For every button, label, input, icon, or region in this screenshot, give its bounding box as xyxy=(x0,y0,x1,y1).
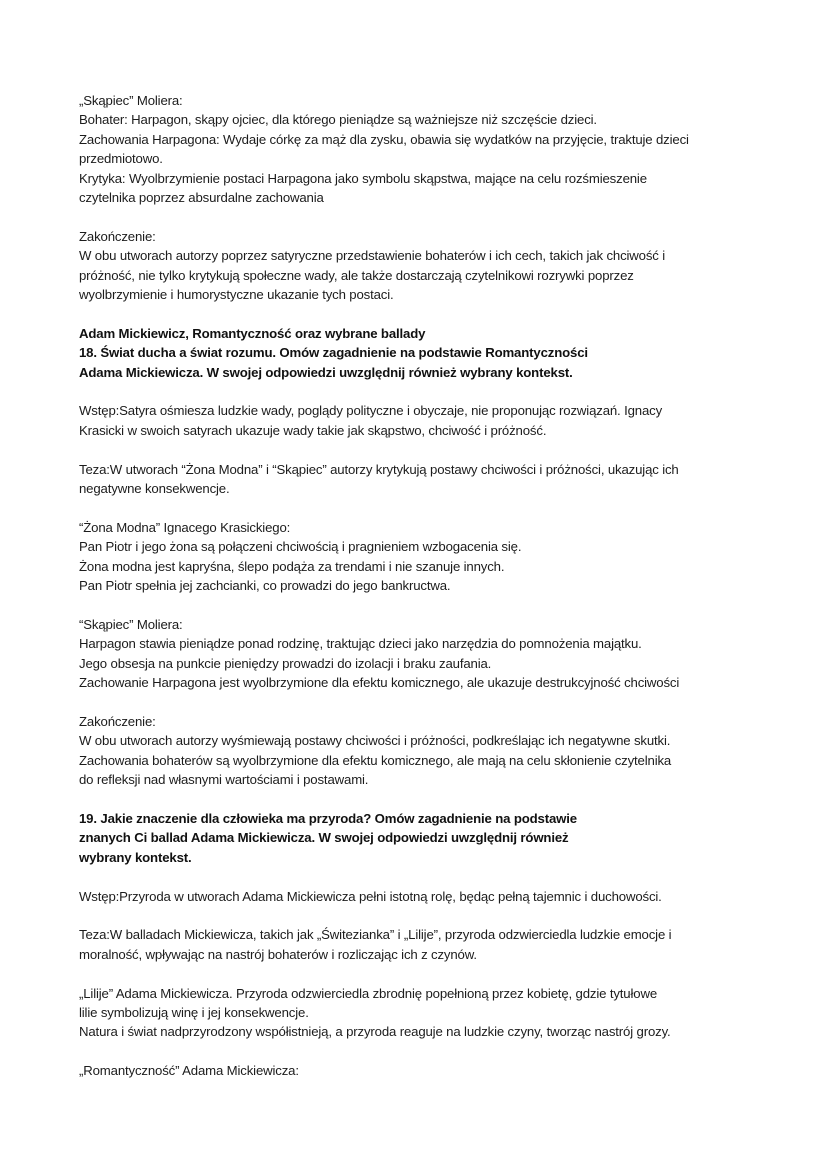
text-line: Bohater: Harpagon, skąpy ojciec, dla którego pieniądze są ważniejsze niż szczęście dzieci. xyxy=(79,112,597,128)
skapiec-summary-block xyxy=(79,91,759,207)
spacer xyxy=(79,693,759,712)
text-line: W obu utworach autorzy wyśmiewają postawy chciwości i próżności, podkreślając ich negatywne skutki. xyxy=(79,733,671,749)
text-line: Jego obsesja na punkcie pieniędzy prowadzi do izolacji i braku zaufania. xyxy=(79,655,492,671)
zona-modna-heading: “Żona Modna” Ignacego Krasickiego: xyxy=(79,519,291,535)
document-page xyxy=(79,91,759,1081)
text-line: Zachowanie Harpagona jest wyolbrzymione dla efektu komicznego, ale ukazuje destrukcyjność chciwości xyxy=(79,675,680,691)
section-19 xyxy=(79,809,759,1081)
text-line: Pan Piotr i jego żona są połączeni chciwością i pragnieniem wzbogacenia się. xyxy=(79,539,522,555)
text-line: W obu utworach autorzy poprzez satyryczne przedstawienie bohaterów i ich cech, takich jak chciwość i xyxy=(79,248,666,264)
question-19-line: znanych Ci ballad Adama Mickiewicza. W swojej odpowiedzi uwzględnij również xyxy=(79,830,569,846)
romantycznosc-heading: „Romantyczność” Adama Mickiewicza: xyxy=(79,1063,299,1079)
text-line: Harpagon stawia pieniądze ponad rodzinę, traktując dzieci jako narzędzia do pomnożenia majątku. xyxy=(79,636,642,652)
text-line: Żona modna jest kapryśna, ślepo podąża za trendami i nie szanuje innych. xyxy=(79,558,505,574)
text-line: Pan Piotr spełnia jej zachcianki, co prowadzi do jego bankructwa. xyxy=(79,578,451,594)
section-title: Adam Mickiewicz, Romantyczność oraz wybrane ballady xyxy=(79,325,426,341)
intro-line: Wstęp:Przyroda w utworach Adama Mickiewicza pełni istotną rolę, będąc pełną tajemnic i duchowości. xyxy=(79,888,662,904)
skapiec-heading: „Skąpiec” Moliera: xyxy=(79,93,183,108)
spacer xyxy=(79,207,759,226)
thesis-line: Teza:W balladach Mickiewicza, takich jak „Świtezianka” i „Lilije”, przyroda odzwierciedla ludzkie emocje i xyxy=(79,927,672,943)
text-line: przedmiotowo. xyxy=(79,151,163,167)
text-line: Krytyka: Wyolbrzymienie postaci Harpagona jako symbolu skąpstwa, mające na celu rozśmieszenie xyxy=(79,170,647,186)
text-line: wyolbrzymienie i humorystyczne ukazanie tych postaci. xyxy=(79,287,394,303)
text-line: próżność, nie tylko krytykują społeczne wady, ale także dostarczają czytelnikowi rozrywki poprzez xyxy=(79,267,634,283)
conclusion-heading: Zakończenie: xyxy=(79,713,156,729)
thesis-line: negatywne konsekwencje. xyxy=(79,481,230,497)
conclusion-heading: Zakończenie: xyxy=(79,228,156,244)
spacer xyxy=(79,498,759,517)
lilije-line: Natura i świat nadprzyrodzony współistnieją, a przyroda reaguje na ludzkie czyny, tworząc nastrój grozy. xyxy=(79,1024,671,1040)
question-19-line: wybrany kontekst. xyxy=(79,849,192,865)
intro-line: Wstęp:Satyra ośmiesza ludzkie wady, poglądy polityczne i obyczaje, nie proponując rozwiązań. Ignacy xyxy=(79,403,663,419)
text-line: do refleksji nad własnymi wartościami i postawami. xyxy=(79,772,369,788)
spacer xyxy=(79,867,759,886)
spacer xyxy=(79,964,759,983)
spacer xyxy=(79,595,759,614)
intro-line: Krasicki w swoich satyrach ukazuje wady takie jak skąpstwo, chciwość i próżność. xyxy=(79,422,547,438)
question-18-line: Adama Mickiewicza. W swojej odpowiedzi uwzględnij również wybrany kontekst. xyxy=(79,364,573,380)
spacer xyxy=(79,790,759,809)
spacer xyxy=(79,382,759,401)
text-line: Zachowania bohaterów są wyolbrzymione dla efektu komicznego, ale mają na celu skłonienie czytelnika xyxy=(79,752,672,768)
section-18 xyxy=(79,324,759,790)
thesis-line: Teza:W utworach “Żona Modna” i “Skąpiec” autorzy krytykują postawy chciwości i próżności, ukazując ich xyxy=(79,461,679,477)
conclusion-block-1 xyxy=(79,227,759,305)
text-line: czytelnika poprzez absurdalne zachowania xyxy=(79,190,324,206)
spacer xyxy=(79,440,759,459)
text-line: Zachowania Harpagona: Wydaje córkę za mąż dla zysku, obawia się wydatków na przyjęcie, traktuje dzieci xyxy=(79,131,689,147)
lilije-line: lilie symbolizują winę i jej konsekwencje. xyxy=(79,1004,309,1020)
question-18-line: 18. Świat ducha a świat rozumu. Omów zagadnienie na podstawie Romantyczności xyxy=(79,345,588,361)
question-19-line: 19. Jakie znaczenie dla człowieka ma przyroda? Omów zagadnienie na podstawie xyxy=(79,810,577,826)
spacer xyxy=(79,304,759,323)
spacer xyxy=(79,906,759,925)
skapiec-heading: “Skąpiec” Moliera: xyxy=(79,616,183,632)
thesis-line: moralność, wpływając na nastrój bohaterów i rozliczając ich z czynów. xyxy=(79,946,477,962)
lilije-line: „Lilije” Adama Mickiewicza. Przyroda odzwierciedla zbrodnię popełnioną przez kobietę, gdzie tytułowe xyxy=(79,985,657,1001)
spacer xyxy=(79,1042,759,1061)
